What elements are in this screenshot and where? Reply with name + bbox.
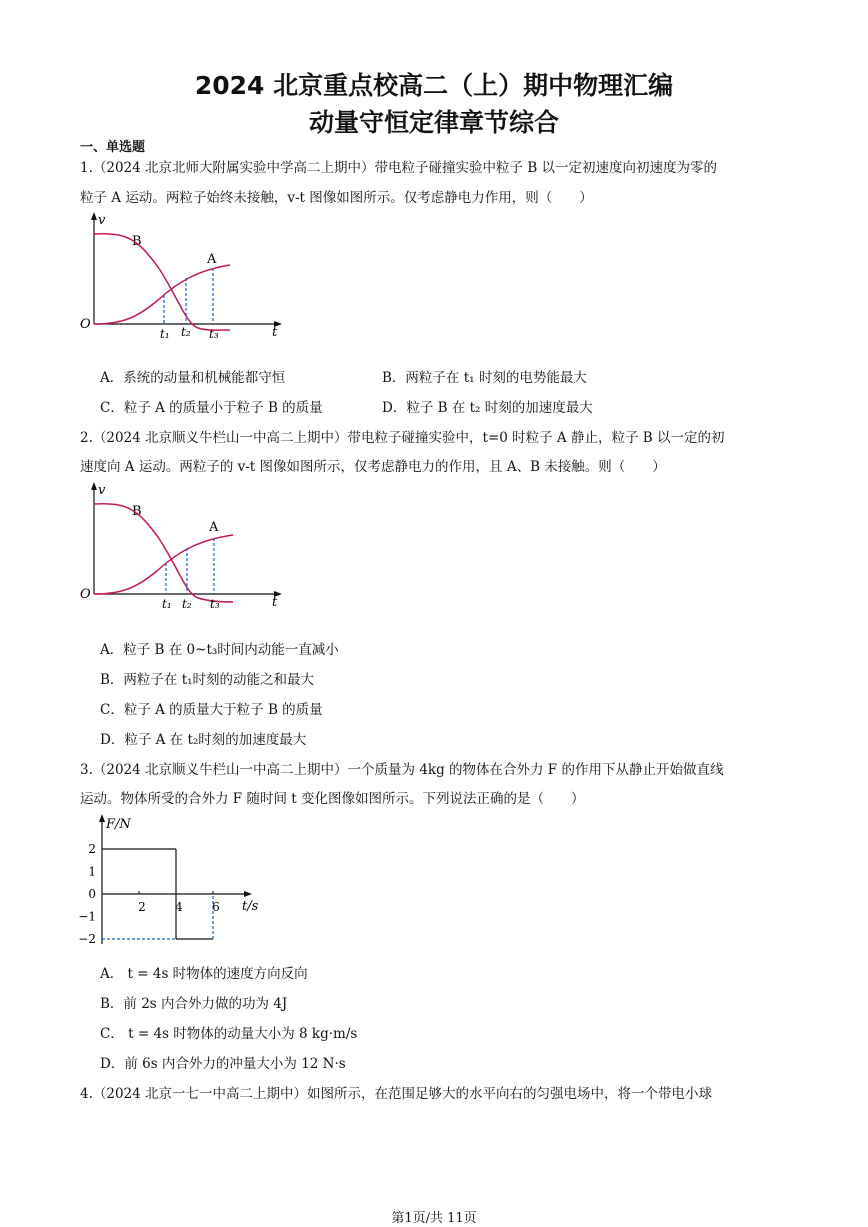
q2-stem-line1: 2.（2024 北京顺义牛栏山一中高二上期中）带电粒子碰撞实验中，t=0 时粒子 A 静止，粒子 B 以一定的初 (80, 430, 725, 446)
y-tick-label: −2 (78, 932, 96, 946)
curve-b-label: B (132, 504, 142, 519)
tick-t2: t₂ (182, 597, 192, 611)
q3-option-c: C． t = 4s 时物体的动量大小为 8 kg·m/s (100, 1026, 358, 1042)
x-tick-label: 4 (175, 900, 183, 914)
page-title: 2024 北京重点校高二（上）期中物理汇编 (194, 71, 674, 100)
y-tick-label: 1 (88, 864, 96, 879)
q1-option-d: D．粒子 B 在 t₂ 时刻的加速度最大 (382, 400, 593, 416)
axis-v-label: v (98, 213, 106, 228)
tick-t3: t₃ (209, 327, 219, 341)
origin-label: O (80, 587, 91, 602)
axis-t-label: t (272, 595, 278, 610)
q2-option-b: B．两粒子在 t₁时刻的动能之和最大 (100, 672, 315, 688)
curve-a (94, 535, 233, 594)
q2-option-c: C．粒子 A 的质量大于粒子 B 的质量 (100, 702, 323, 718)
q3-option-a: A． t = 4s 时物体的速度方向反向 (100, 966, 308, 982)
axis-t-label: t (272, 325, 278, 340)
q3-stem-line2: 运动。物体所受的合外力 F 随时间 t 变化图像如图所示。下列说法正确的是（ ） (80, 791, 585, 807)
axis-f-label: F/N (106, 817, 131, 832)
page-footer: 第1页/共 11页 (391, 1211, 477, 1226)
q1-option-a: A．系统的动量和机械能都守恒 (100, 370, 286, 386)
q2-option-d: D．粒子 A 在 t₂时刻的加速度最大 (100, 732, 307, 748)
origin-label: O (80, 317, 91, 332)
curve-b-label: B (132, 234, 142, 249)
q1-stem-line2: 粒子 A 运动。两粒子始终未接触，v-t 图像如图所示。仅考虑静电力作用，则（ ） (80, 190, 593, 206)
x-tick-label: 6 (212, 900, 220, 914)
q1-option-c: C．粒子 A 的质量小于粒子 B 的质量 (100, 400, 323, 416)
axis-v-label: v (98, 483, 106, 498)
q3-option-d: D．前 6s 内合外力的冲量大小为 12 N·s (100, 1056, 346, 1072)
section-heading: 一、单选题 (80, 140, 146, 155)
axis-t-label: t/s (242, 899, 259, 914)
q2-option-a: A．粒子 B 在 0~t₃时间内动能一直减小 (100, 642, 339, 658)
x-tick-label: 2 (138, 900, 146, 914)
q3-stem-line1: 3.（2024 北京顺义牛栏山一中高二上期中）一个质量为 4kg 的物体在合外力 F 的作用下从静止开始做直线 (80, 762, 724, 778)
y-tick-label: 0 (88, 887, 96, 901)
q1-option-b: B．两粒子在 t₁ 时刻的电势能最大 (382, 370, 587, 386)
page-subtitle: 动量守恒定律章节综合 (308, 108, 559, 137)
tick-t2: t₂ (181, 325, 191, 339)
curve-b (94, 504, 233, 602)
y-tick-label: −1 (78, 909, 96, 924)
curve-a-label: A (207, 252, 217, 267)
q4-stem-line1: 4.（2024 北京一七一中高二上期中）如图所示，在范围足够大的水平向右的匀强电场中，将一个带电小球 (80, 1086, 713, 1102)
tick-t1: t₁ (162, 597, 172, 611)
tick-t1: t₁ (160, 327, 170, 341)
y-tick-label: 2 (88, 842, 96, 856)
curve-b (94, 234, 230, 330)
q1-vt-graph (78, 212, 298, 342)
q2-vt-graph (78, 482, 298, 612)
q3-ft-graph (76, 812, 276, 952)
q2-stem-line2: 速度向 A 运动。两粒子的 v-t 图像如图所示，仅考虑静电力的作用，且 A、B 未接触。则（ ） (80, 459, 666, 475)
tick-t3: t₃ (210, 597, 220, 611)
curve-a-label: A (209, 520, 219, 535)
q3-option-b: B．前 2s 内合外力做的功为 4J (100, 996, 288, 1012)
q1-stem-line1: 1.（2024 北京北师大附属实验中学高二上期中）带电粒子碰撞实验中粒子 B 以一定初速度向初速度为零的 (80, 160, 718, 176)
